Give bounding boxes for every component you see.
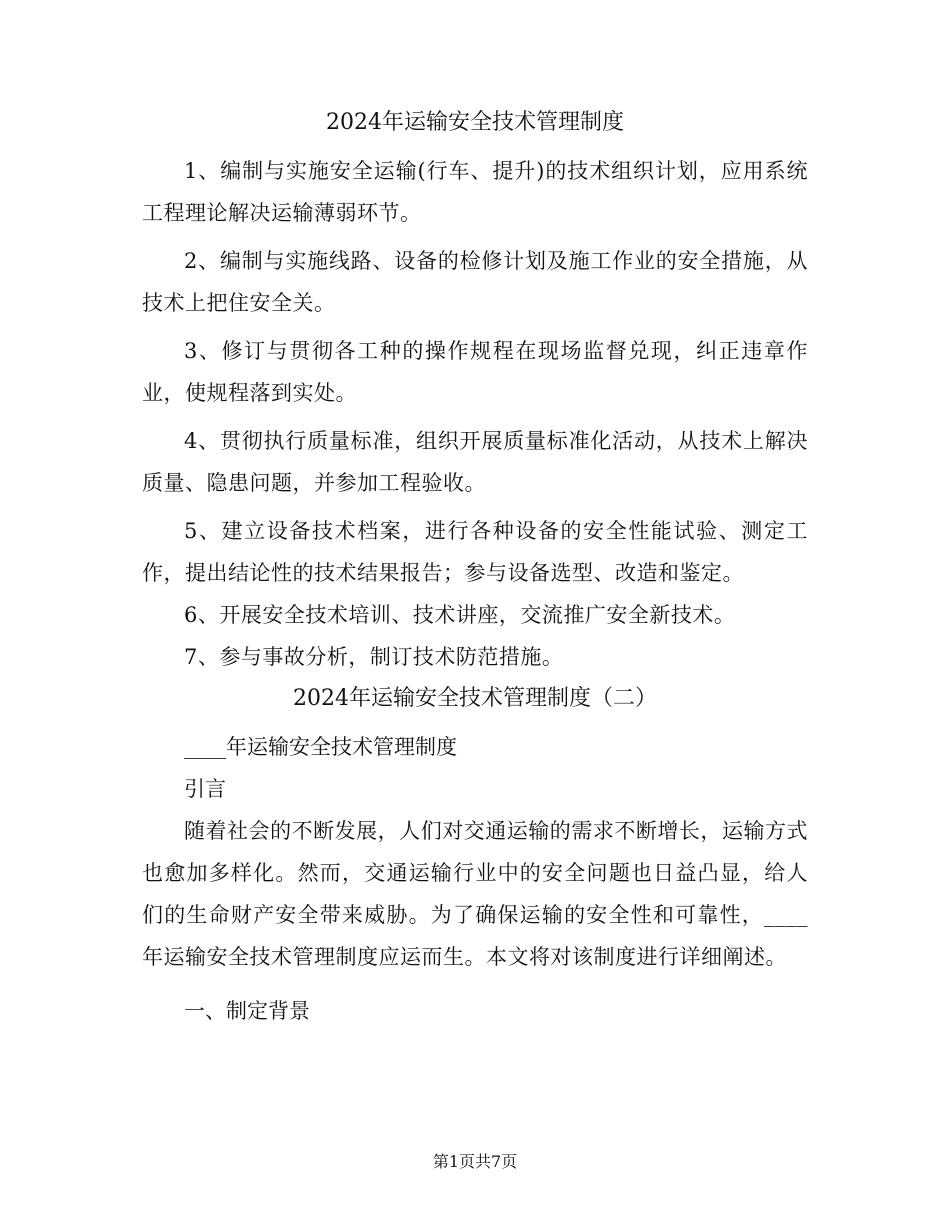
page-number-label: 第1页共7页	[432, 1152, 518, 1171]
list-item: 3、修订与贯彻各工种的操作规程在现场监督兑现，纠正违章作业，使规程落到实处。	[142, 339, 808, 405]
document-subtitle: ____年运输安全技术管理制度	[184, 735, 457, 759]
intro-heading: 引言	[184, 777, 226, 801]
page-footer	[0, 1150, 950, 1174]
section-heading-background: 一、制定背景	[184, 999, 310, 1023]
list-item: 7、参与事故分析，制订技术防范措施。	[184, 645, 564, 669]
intro-paragraph: 随着社会的不断发展，人们对交通运输的需求不断增长，运输方式也愈加多样化。然而，交通运输行业中的安全问题也日益凸显，给人们的生命财产安全带来威胁。为了确保运输的安全性和可靠性，____年运输安全技术管理制度应运而生。本文将对该制度进行详细阐述。	[142, 819, 808, 969]
list-item: 6、开展安全技术培训、技术讲座，交流推广安全新技术。	[184, 603, 736, 627]
section-title-part-two: 2024年运输安全技术管理制度（二）	[293, 686, 657, 711]
list-item: 2、编制与实施线路、设备的检修计划及施工作业的安全措施，从技术上把住安全关。	[142, 249, 808, 315]
document-title: 2024年运输安全技术管理制度	[326, 110, 624, 135]
list-item: 1、编制与实施安全运输(行车、提升)的技术组织计划，应用系统工程理论解决运输薄弱环节。	[142, 159, 808, 225]
list-item: 5、建立设备技术档案，进行各种设备的安全性能试验、测定工作，提出结论性的技术结果报告；参与设备选型、改造和鉴定。	[142, 519, 808, 585]
list-item: 4、贯彻执行质量标准，组织开展质量标准化活动，从技术上解决质量、隐患问题，并参加工程验收。	[142, 429, 808, 495]
